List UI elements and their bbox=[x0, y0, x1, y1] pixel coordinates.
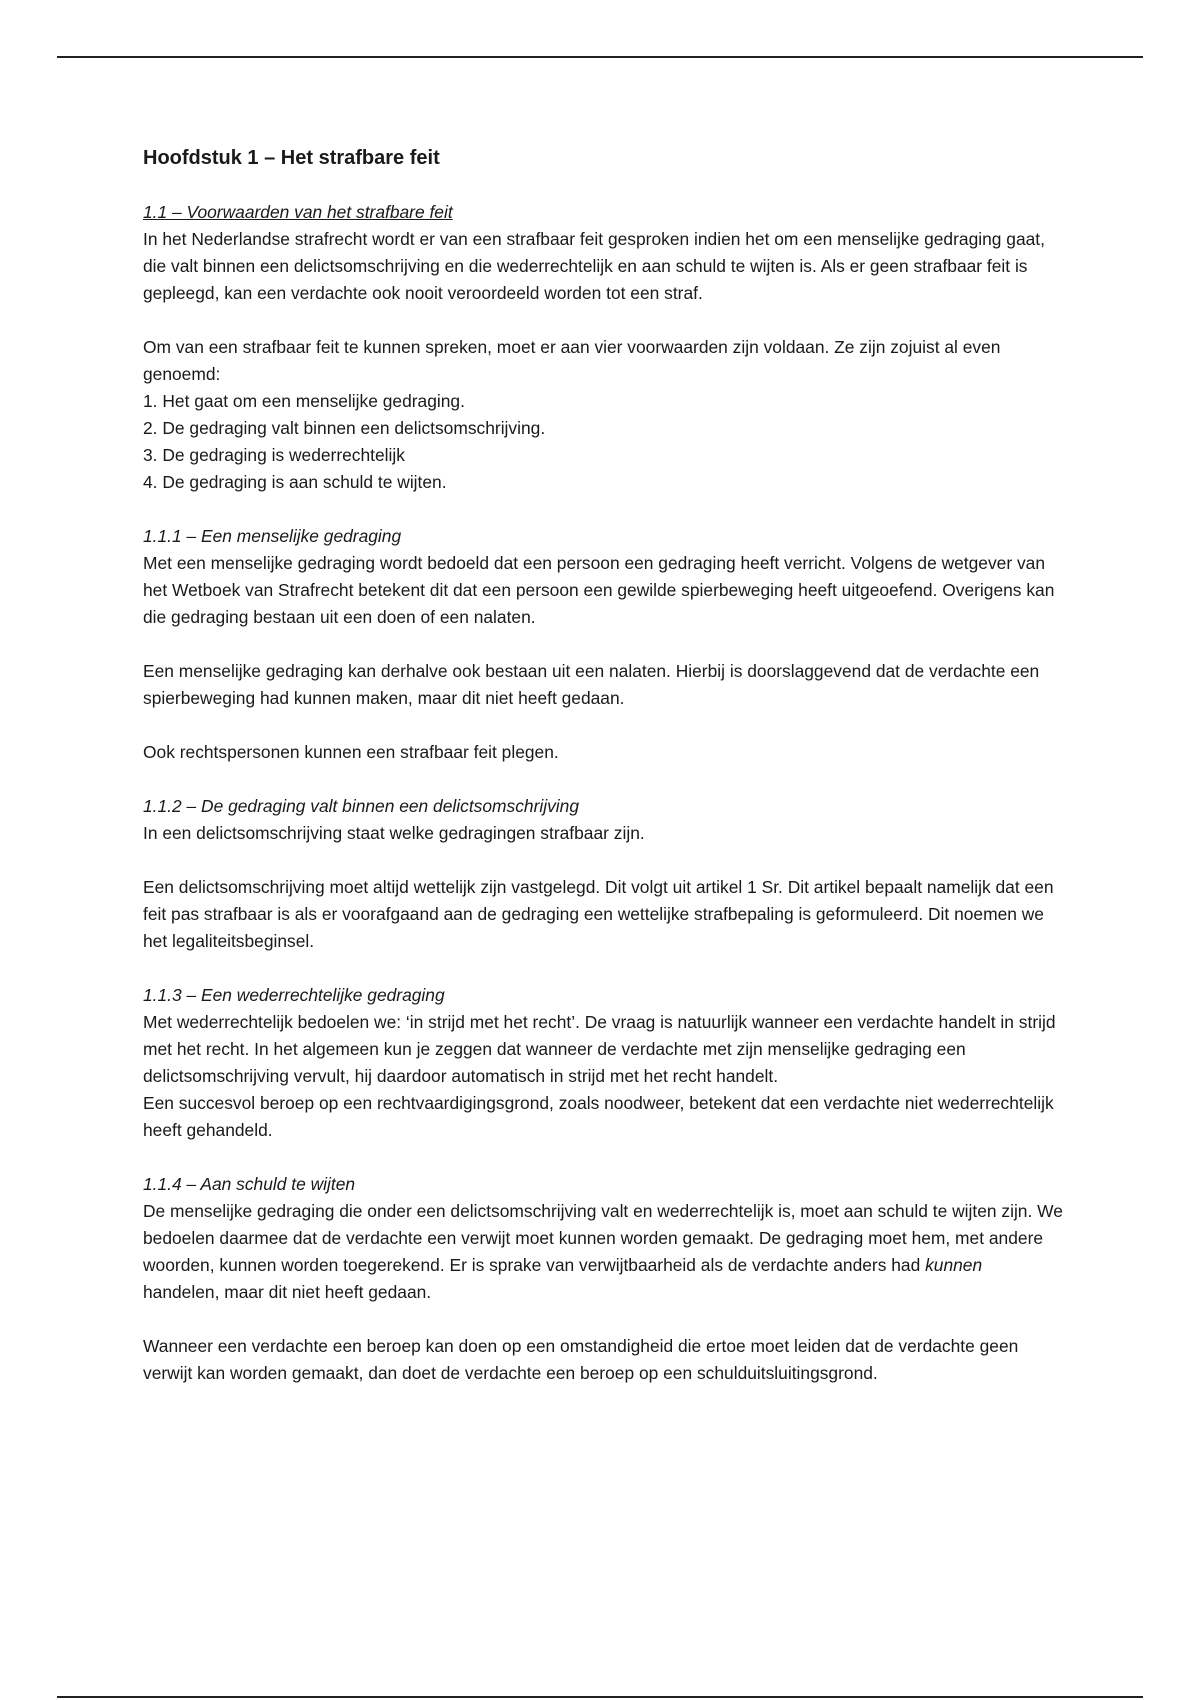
list-item: 4. De gedraging is aan schuld te wijten. bbox=[143, 472, 447, 492]
subsection-heading: 1.1.2 – De gedraging valt binnen een delictsomschrijving bbox=[143, 796, 579, 816]
chapter-title: Hoofdstuk 1 – Het strafbare feit bbox=[143, 147, 440, 169]
subsection-heading: 1.1.3 – Een wederrechtelijke gedraging bbox=[143, 985, 445, 1005]
section-1-1 bbox=[143, 199, 1063, 496]
document-body bbox=[143, 145, 1063, 1387]
paragraph: In het Nederlandse strafrecht wordt er van een strafbaar feit gesproken indien het om een menselijke gedraging gaat, die valt binnen een delictsomschrijving en die wederrechtelijk en aan schuld te wijten is. Als er geen strafbaar feit is gepleegd, kan een verdachte ook nooit veroordeeld worden tot een straf. bbox=[143, 229, 1045, 303]
list-item: 2. De gedraging valt binnen een delictsomschrijving. bbox=[143, 418, 546, 438]
subsection-heading: 1.1.1 – Een menselijke gedraging bbox=[143, 526, 402, 546]
paragraph: Met wederrechtelijk bedoelen we: ‘in strijd met het recht’. De vraag is natuurlijk wanneer een verdachte handelt in strijd met het recht. In het algemeen kun je zeggen dat wanneer de verdachte met zijn menselijke gedraging een delictsomschrijving vervult, hij daardoor automatisch in strijd met het recht handelt. bbox=[143, 1012, 1056, 1086]
list-item: 3. De gedraging is wederrechtelijk bbox=[143, 445, 405, 465]
paragraph: Ook rechtspersonen kunnen een strafbaar feit plegen. bbox=[143, 742, 559, 762]
section-1-1-1 bbox=[143, 523, 1063, 766]
paragraph: Een succesvol beroep op een rechtvaardigingsgrond, zoals noodweer, betekent dat een verdachte niet wederrechtelijk heeft gehandeld. bbox=[143, 1093, 1054, 1140]
footer-rule bbox=[57, 1696, 1143, 1698]
section-1-1-2 bbox=[143, 793, 1063, 955]
paragraph: Wanneer een verdachte een beroep kan doen op een omstandigheid die ertoe moet leiden dat de verdachte geen verwijt kan worden gemaakt, dan doet de verdachte een beroep op een schulduitsluitingsgrond. bbox=[143, 1336, 1019, 1383]
section-heading: 1.1 – Voorwaarden van het strafbare feit bbox=[143, 202, 453, 222]
paragraph: Met een menselijke gedraging wordt bedoeld dat een persoon een gedraging heeft verricht. Volgens de wetgever van het Wetboek van Strafrecht betekent dit dat een persoon een gewilde spierbeweging heeft uitgeoefend. Overigens kan die gedraging bestaan uit een doen of een nalaten. bbox=[143, 553, 1055, 627]
emphasis-text: kunnen bbox=[925, 1255, 983, 1275]
paragraph: Om van een strafbaar feit te kunnen spreken, moet er aan vier voorwaarden zijn voldaan. Ze zijn zojuist al even genoemd: bbox=[143, 337, 1001, 384]
header-rule bbox=[57, 56, 1143, 58]
section-1-1-3 bbox=[143, 982, 1063, 1144]
paragraph: Een menselijke gedraging kan derhalve ook bestaan uit een nalaten. Hierbij is doorslaggevend dat de verdachte een spierbeweging had kunnen maken, maar dit niet heeft gedaan. bbox=[143, 661, 1040, 708]
paragraph bbox=[143, 1198, 1063, 1306]
paragraph-text: De menselijke gedraging die onder een delictsomschrijving valt en wederrechtelijk is, moet aan schuld te wijten zijn. We bedoelen daarmee dat de verdachte een verwijt moet kunnen worden gemaakt. De gedraging moet hem, met andere woorden, kunnen worden toegerekend. Er is sprake van verwijtbaarheid als de verdachte anders had bbox=[143, 1201, 1063, 1275]
conditions-list bbox=[143, 388, 1063, 496]
subsection-heading: 1.1.4 – Aan schuld te wijten bbox=[143, 1174, 356, 1194]
section-1-1-4 bbox=[143, 1171, 1063, 1387]
paragraph-text: handelen, maar dit niet heeft gedaan. bbox=[143, 1282, 432, 1302]
paragraph: Een delictsomschrijving moet altijd wettelijk zijn vastgelegd. Dit volgt uit artikel 1 Sr. Dit artikel bepaalt namelijk dat een feit pas strafbaar is als er voorafgaand aan de gedraging een wettelijke strafbepaling is geformuleerd. Dit noemen we het legaliteitsbeginsel. bbox=[143, 877, 1054, 951]
list-item: 1. Het gaat om een menselijke gedraging. bbox=[143, 391, 465, 411]
paragraph: In een delictsomschrijving staat welke gedragingen strafbaar zijn. bbox=[143, 823, 645, 843]
